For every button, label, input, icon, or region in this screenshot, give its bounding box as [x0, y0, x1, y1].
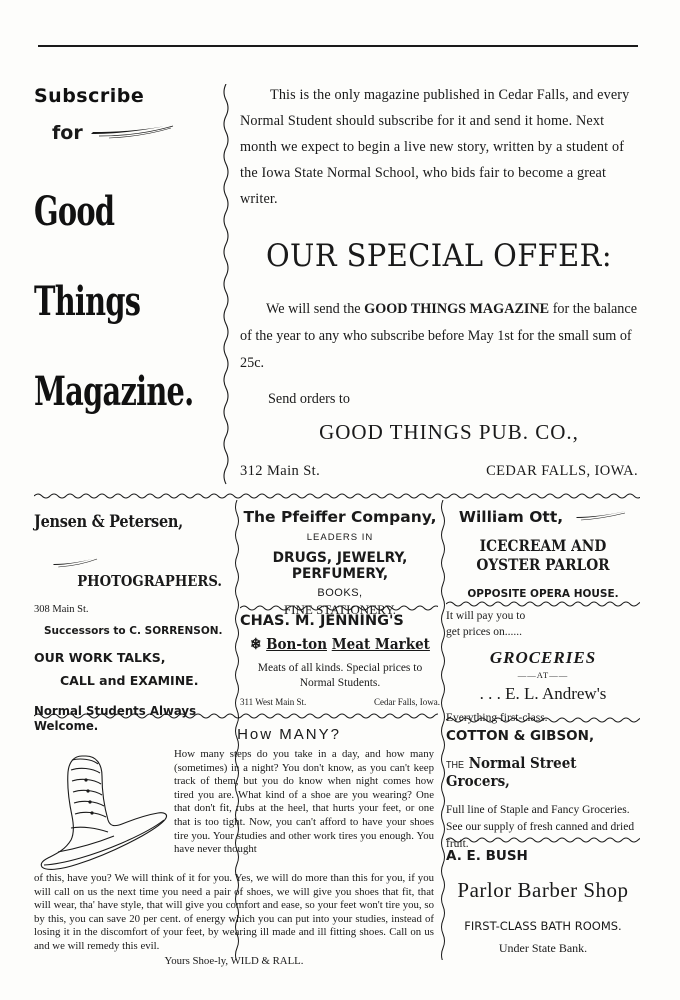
ad-chas-jenning [240, 613, 440, 707]
snowflake-icon: ❄ [250, 635, 262, 653]
jenning-meats: Meats of all kinds. Special prices to Normal Students. [257, 662, 423, 689]
shoe-column-text: How many steps do you take in a day, and how many (sometimes) in a night? You don't know, as you can't keep track of them, but you do know when night comes how tired you are. What kind of a shoe are you wearing? One that don't fit, rubs at the heel, that hurts your feet, or one that is too tight. Now, you can't afford to have your shoes tire you. Your studies and other work tires you enough. You have never thought [174, 748, 434, 856]
subscribe-for-label: for [52, 121, 83, 144]
shoe-heading: How MANY? [237, 726, 341, 743]
promo-word-magazine: Magazine. [34, 368, 194, 415]
offer-text-2: for the balance of the year to any who subscribe before May 1st for the small sum of 25c. [240, 301, 637, 371]
bush-under-state-bank: Under State Bank. [498, 941, 588, 955]
jenning-address: 311 West Main St. [240, 697, 307, 707]
jenning-market-name [250, 635, 430, 653]
ad-wild-rall-shoes [34, 726, 434, 967]
jensen-work-talks: OUR WORK TALKS, [34, 650, 166, 665]
editorial-lead-text: This is the only magazine published in Cedar Falls, and every Normal Student should subscribe for it and send it home. Next month we expect to begin a live new story, written by a student of the Iowa State Normal School, who bids fair to become a great writer. [240, 87, 630, 207]
pfeiffer-leaders: LEADERS IN [306, 532, 374, 543]
ad-pfeiffer-company [240, 508, 440, 618]
editorial-lead [240, 82, 638, 212]
jensen-title: Jensen & Petersen, [34, 512, 183, 532]
shoe-signature: Yours Shoe-ly, WILD & RALL. [164, 954, 304, 967]
jensen-call-examine: CALL and EXAMINE. [60, 673, 199, 688]
publisher-street: 312 Main St. [240, 463, 321, 479]
ott-title: William Ott, [458, 508, 564, 526]
editorial-block [240, 82, 638, 480]
andrew-line-2: get prices on...... [446, 626, 523, 638]
andrew-everything: Everything first-class. [446, 712, 548, 724]
andrew-at: ——AT—— [517, 670, 569, 680]
promo-word-good: Good [34, 188, 115, 235]
publisher-address-row [240, 463, 638, 480]
flourish-icon [575, 508, 627, 526]
cotton-body: Full line of Staple and Fancy Groceries. See our supply of fresh canned and dried fruit. [446, 804, 635, 850]
ad-cotton-gibson [446, 728, 640, 853]
boot-illustration [38, 750, 170, 881]
jensen-address: 308 Main St. [34, 604, 89, 615]
flourish-icon [89, 121, 179, 144]
ott-parlor: ICECREAM AND OYSTER PARLOR [476, 536, 610, 574]
ad-william-ott [446, 508, 640, 600]
vertical-wave-divider [222, 84, 230, 486]
ott-opposite: OPPOSITE OPERA HOUSE. [467, 588, 619, 600]
promo-word-things: Things [34, 278, 141, 325]
publisher-city: CEDAR FALLS, IOWA. [486, 463, 638, 479]
ad-ae-bush [446, 848, 640, 956]
jensen-photographers-label: PHOTOGRAPHERS. [77, 572, 223, 590]
ott-title-row [446, 508, 640, 526]
offer-text-1: We will send the [266, 301, 365, 317]
andrew-line-1: It will pay you to [446, 610, 526, 622]
pfeiffer-stationery: FINE STATIONERY. [283, 602, 397, 617]
ad-jensen-petersen [34, 512, 234, 733]
publisher-name: GOOD THINGS PUB. CO., [319, 420, 579, 444]
wave-rule-main [34, 492, 640, 500]
jenning-address-row [240, 697, 440, 707]
wave-rule-ott-bottom [446, 600, 640, 608]
jensen-welcome: Normal Students Always Welcome. [34, 703, 197, 733]
andrew-groceries: GROCERIES [489, 648, 597, 667]
jenning-title: CHAS. M. JENNING'S [240, 613, 404, 629]
shoe-bottom-text [34, 872, 434, 968]
jensen-successors: Successors to C. SORRENSON. [44, 625, 223, 637]
pfeiffer-goods: DRUGS, JEWELRY, PERFUMERY, [272, 550, 408, 582]
subscribe-for-line [52, 121, 219, 144]
subscribe-promo [34, 85, 219, 415]
cotton-grocers: Normal Street Grocers, [446, 754, 577, 790]
bush-title: A. E. BUSH [446, 848, 528, 864]
flourish-icon [51, 554, 100, 572]
bush-parlor: Parlor Barber Shop [457, 878, 629, 902]
bush-bath-rooms: FIRST-CLASS BATH ROOMS. [464, 919, 622, 933]
top-rule [38, 45, 638, 47]
shoe-bottom-paragraph: of this, have you? We will think of it for you. Yes, we will do more than this for you, if you will call on us the next time you need a pair of shoes, we will give you shoes that fit, that will wear, tha' have style, that will give you comfort and ease, so your feet won't tire you, so by this, you can save 20 per cent. of energy which you can put into your studies, instead of losing it in the discomfort of your feet, by wearing ill made and ill fitting shoes. Call on us and we will remedy this evil. [34, 872, 434, 952]
jensen-photographers [46, 548, 222, 590]
pfeiffer-title: The Pfeiffer Company, [243, 508, 437, 526]
special-offer-heading: OUR SPECIAL OFFER: [265, 238, 613, 274]
subscribe-heading: Subscribe [34, 85, 145, 107]
jenning-market-rest: Meat Market [331, 635, 430, 653]
ad-el-andrew [446, 608, 640, 724]
cotton-grocers-line [446, 754, 621, 790]
cotton-the: THE [446, 760, 464, 771]
jenning-market-bon: Bon-ton [266, 635, 328, 653]
pfeiffer-books: BOOKS, [317, 587, 363, 599]
cotton-title: COTTON & GIBSON, [446, 728, 595, 744]
send-orders-line: Send orders to [268, 391, 350, 407]
andrew-name: . . . E. L. Andrew's [479, 684, 607, 703]
jenning-city: Cedar Falls, Iowa. [374, 697, 440, 707]
offer-magazine-name: GOOD THINGS MAGAZINE [364, 301, 550, 317]
offer-body [240, 296, 638, 377]
andrew-at-label: AT [536, 670, 550, 680]
